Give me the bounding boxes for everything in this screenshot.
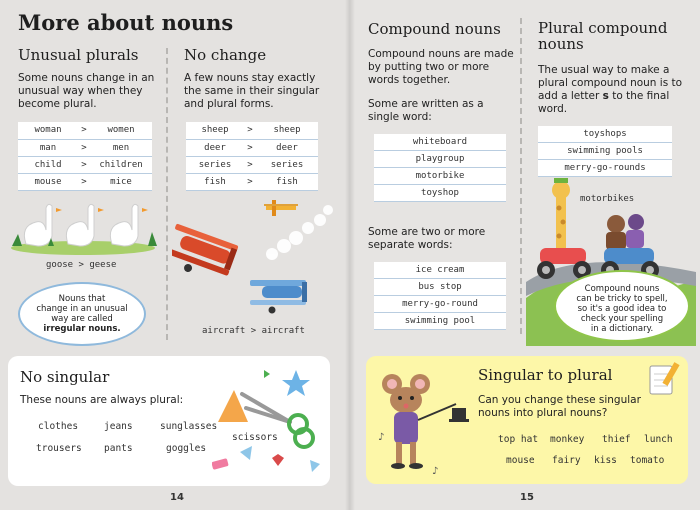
plural-word: mice — [90, 173, 152, 190]
list-item: motorbike — [374, 168, 506, 185]
plural-compound-text — [538, 64, 688, 116]
exercise-word: top hat — [498, 434, 539, 445]
plural-only-word: trousers — [36, 443, 82, 454]
divider — [520, 18, 522, 334]
compound-nouns-heading: Compound nouns — [368, 20, 501, 38]
page-number-right: 15 — [520, 492, 534, 503]
plural-only-word: jeans — [104, 421, 133, 432]
exercise-word: kiss — [594, 455, 617, 466]
arrow: > — [244, 139, 256, 156]
table-row — [18, 173, 152, 190]
plural-only-word: pants — [104, 443, 133, 454]
table-row — [18, 122, 152, 139]
plural-only-word: clothes — [38, 421, 79, 432]
aircraft-caption: aircraft > aircraft — [202, 326, 305, 336]
unusual-plurals-heading: Unusual plurals — [18, 46, 139, 64]
singular-word: deer — [186, 139, 244, 156]
motorbikes-label: motorbikes — [580, 194, 635, 204]
no-change-heading: No change — [184, 46, 267, 64]
arrow: > — [244, 173, 256, 190]
bubble-line: in a dictionary. — [590, 324, 654, 334]
list-item: bus stop — [374, 279, 506, 296]
plural-compound-text-part: The usual way to make a plural compound noun is to add a letter — [538, 64, 683, 102]
singular-word: man — [18, 139, 78, 156]
arrow: > — [244, 156, 256, 173]
spelling-tip-bubble — [554, 270, 690, 342]
singular-word: sheep — [186, 122, 244, 139]
unusual-plurals-text: Some nouns change in an unusual way when they become plural. — [18, 72, 155, 110]
single-word-label: Some are written as a single word: — [368, 98, 484, 123]
arrow: > — [244, 122, 256, 139]
irregular-nouns-bubble — [18, 282, 146, 346]
scissors-illustration — [212, 364, 328, 480]
no-change-text: A few nouns stay exactly the same in their singular and plural forms. — [184, 72, 320, 110]
plural-word: women — [90, 122, 152, 139]
plural-compound-list — [538, 126, 672, 177]
list-item: toyshop — [374, 185, 506, 202]
arrow: > — [78, 156, 90, 173]
table-row — [18, 139, 152, 156]
bubble-line: so it's a good idea to — [577, 304, 667, 314]
bubble-line: can be tricky to spell, — [576, 294, 668, 304]
table-row — [18, 156, 152, 173]
plural-word: series — [256, 156, 318, 173]
bubble-line: Nouns that — [58, 294, 106, 304]
list-item: swimming pool — [374, 313, 506, 330]
list-item: playgroup — [374, 151, 506, 168]
singular-to-plural-heading: Singular to plural — [478, 366, 613, 384]
plural-word: fish — [256, 173, 318, 190]
geese-illustration — [8, 196, 158, 256]
list-item: ice cream — [374, 262, 506, 279]
no-change-table — [186, 122, 318, 191]
page-number-left: 14 — [170, 492, 184, 503]
compound-nouns-text: Compound nouns are made by putting two or more words together. — [368, 48, 514, 86]
bubble-line: change in an unusual — [36, 304, 128, 314]
unusual-plurals-table — [18, 122, 152, 191]
goose-caption: goose > geese — [46, 260, 117, 270]
aircraft-illustration — [172, 194, 344, 324]
exercise-word: fairy — [552, 455, 581, 466]
plural-word: children — [90, 156, 152, 173]
separate-word-list — [374, 262, 506, 330]
separate-words-label: Some are two or more separate words: — [368, 226, 486, 251]
right-page — [350, 0, 700, 510]
no-singular-heading: No singular — [20, 368, 110, 386]
singular-word: series — [186, 156, 244, 173]
page-title: More about nouns — [18, 10, 234, 35]
exercise-word: thief — [602, 434, 631, 445]
no-singular-text: These nouns are always plural: — [20, 394, 184, 406]
plural-word: men — [90, 139, 152, 156]
list-item: merry-go-rounds — [538, 160, 672, 177]
plural-word: sheep — [256, 122, 318, 139]
arrow: > — [78, 173, 90, 190]
bubble-line: Compound nouns — [584, 284, 660, 294]
plural-only-word: goggles — [166, 443, 207, 454]
bubble-line: way are called — [51, 314, 113, 324]
notepad-pencil-icon — [646, 360, 682, 400]
singular-to-plural-question: Can you change these singular nouns into plural nouns? — [478, 394, 641, 419]
arrow: > — [78, 122, 90, 139]
table-row — [186, 156, 318, 173]
singular-word: fish — [186, 173, 244, 190]
letter-s: s — [602, 90, 609, 102]
exercise-word: mouse — [506, 455, 535, 466]
table-row — [186, 122, 318, 139]
table-row — [186, 139, 318, 156]
plural-only-word: sunglasses — [160, 421, 218, 432]
svg-text:♪: ♪ — [378, 432, 385, 443]
singular-word: mouse — [18, 173, 78, 190]
bubble-line: check your spelling — [580, 314, 664, 324]
exercise-word: lunch — [644, 434, 673, 445]
plural-word: deer — [256, 139, 318, 156]
list-item: merry-go-round — [374, 296, 506, 313]
divider — [166, 48, 168, 340]
single-word-list — [374, 134, 506, 202]
scissors-label: scissors — [232, 432, 278, 443]
list-item: swimming pools — [538, 143, 672, 160]
exercise-word: monkey — [550, 434, 585, 445]
singular-word: child — [18, 156, 78, 173]
exercise-word: tomato — [630, 455, 665, 466]
svg-text:♪: ♪ — [432, 466, 439, 477]
plural-compound-heading: Plural compound nouns — [538, 19, 668, 53]
plural-compound-text-part: to the final word. — [538, 90, 670, 115]
arrow: > — [78, 139, 90, 156]
singular-word: woman — [18, 122, 78, 139]
bubble-line: irregular nouns. — [43, 324, 121, 334]
table-row — [186, 173, 318, 190]
list-item: whiteboard — [374, 134, 506, 151]
book-gutter — [345, 0, 355, 510]
mouse-illustration — [372, 370, 472, 482]
list-item: toyshops — [538, 126, 672, 143]
